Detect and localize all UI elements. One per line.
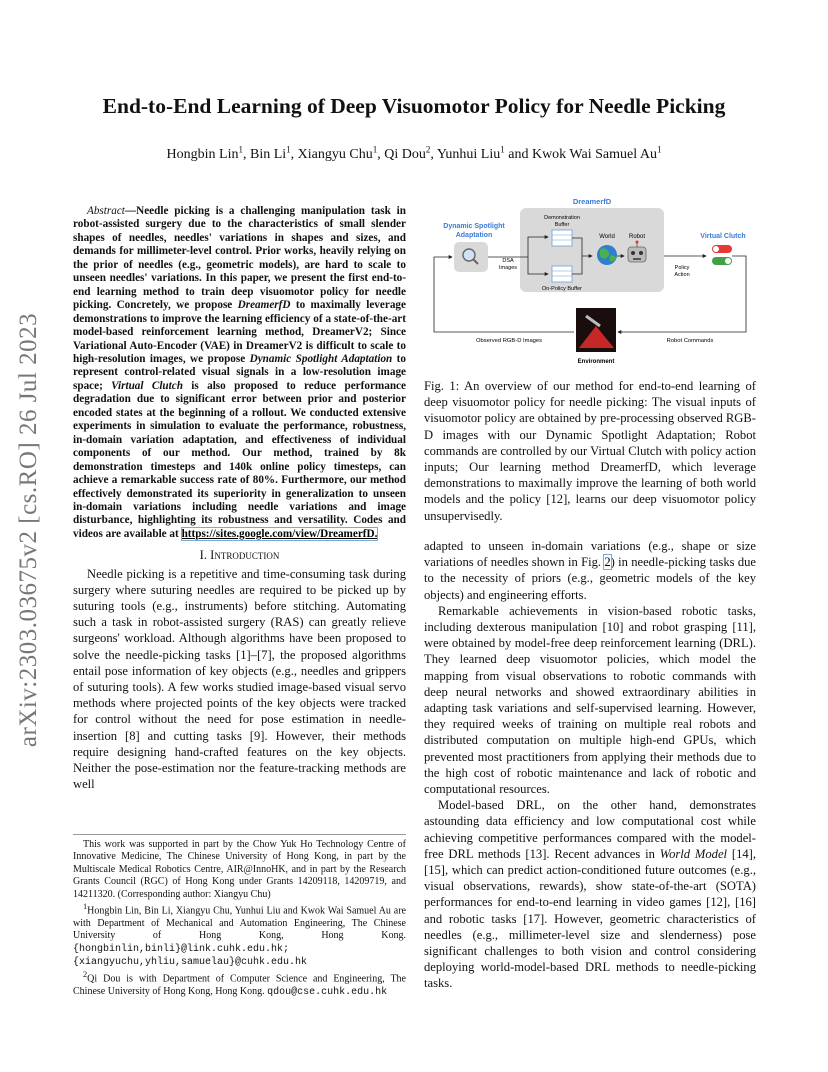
- project-link[interactable]: https://sites.google.com/view/DreamerfD.: [181, 527, 378, 540]
- policy-action-label-2: Action: [674, 272, 690, 278]
- section-heading-introduction: I. Introduction: [199, 548, 280, 563]
- dsa-label: Dynamic Spotlight: [443, 223, 505, 230]
- toggle-switch-icon: [712, 245, 732, 265]
- paragraph: Model-based DRL, on the other hand, demonstrates astounding data efficiency and low computational cost while achieving competitive performances compared with the model-free DRL methods [13]. Recent advances in World Model [14], [15], which can predict action-conditioned future outcomes (e.g., visual observations, rewards), show state-of-the-art (SOTA) performances for end-to-end learning in video games [12], [16] and robotic tasks [17]. However, geometric characteristics of needles (e.g., millimeter-level size and slenderness) pose significant challenges to both vision and control considering deploying world-model-based DRL methods to needle-picking tasks.: [424, 798, 757, 991]
- demo-buffer-label-2: Buffer: [554, 222, 570, 228]
- abstract: Abstract—Needle picking is a challenging manipulation task in robot-assisted surgery due to the characteristics of small slender shapes of needles, needles' variations in shapes and sizes, and demands for millimeter-level control. Prior works, heavily relying on the prior of needles (e.g., geometric models), are hard to scale to unseen needles' variations. In this paper, we present the first end-to-end learning method to train deep visuomotor policy for needle picking. Concretely, we propose DreamerfD to maximally leverage demonstrations to improve the learning efficiency of a state-of-the-art model-based reinforcement learning method, DreamerV2; Since Variational Auto-Encoder (VAE) in DreamerV2 is difficult to scale to high-resolution images, we propose Dynamic Spotlight Adaptation to represent control-related visual signals in a low-resolution image space; Virtual Clutch is also proposed to reduce performance degradation due to significant error between prior and posterior encoded states at the beginning of a rollout. We conducted extensive experiments in simulation to evaluate the performance, robustness, in-domain variation adaptation, and effectiveness of individual components of our method. Our method, trained by 8k demonstration timesteps and 140k online policy timesteps, can achieve a remarkable success rate of 80%. Furthermore, our method effectively demonstrated its superiority in generalization to unseen in-domain variations including needle variations and image disturbance, highlighting its robustness and versatility. Codes and videos are available at https://sites.google.com/view/DreamerfD.: [73, 205, 406, 540]
- virtual-clutch-label: Virtual Clutch: [700, 233, 746, 240]
- funding-note: This work was supported in part by the Chow Yuk Ho Technology Centre of Innovative Medicine, The Chinese University of Hong Kong, in part by the Multiscale Medical Robotics Centre, AIR@InnoHK, and in part by the Research Grants Council (RGC) of Hong Kong under Grants 14209118, 14209719, and 14211320. (Corresponding author: Xiangyu Chu): [73, 839, 406, 900]
- author: Kwok Wai Samuel Au$^1$: [531, 144, 662, 162]
- figure-overview: [424, 192, 764, 370]
- paragraph: adapted to unseen in-domain variations (e.g., shape or size variations of needles shown in Fig. 2) in needle-picking tasks due to the necessity of priors (e.g., geometric models of the key objects) and engineering efforts.: [424, 539, 756, 602]
- dsa-label-2: Adaptation: [455, 232, 493, 239]
- paragraph: Remarkable achievements in vision-based robotic tasks, including dexterous manipulation [10] and robot grasping [11], were obtained by model-free deep reinforcement learning (DRL). They learned deep visuomotor policies, which model the mapping from visual observations to robotic commands with deep neural networks and showed extraordinary abilities in adapting task variations and self-supervised learning. However, they required weeks of training on multiple real robots and distributed computation on multiple high-end GPUs, which prevented most practitioners from applying their methods due to the high cost of robotic maintenance and lack of robotic and computational resources.: [424, 603, 756, 797]
- figure-reference-link[interactable]: 2: [604, 555, 611, 570]
- on-policy-buffer-label: On-Policy Buffer: [542, 286, 582, 292]
- environment-image: [576, 308, 616, 352]
- arxiv-stamp: arXiv:2303.03675v2 [cs.RO] 26 Jul 2023: [15, 312, 42, 748]
- affiliation-note-1: $^1$Hongbin Lin, Bin Li, Xiangyu Chu, Yunhui Liu and Kwok Wai Samuel Au are with Department of Mechanical and Automation Engineering, The Chinese University of Hong Kong, Hong Kong. {hongbinlin,binli}@link.cuhk.edu.hk; {xiangyuchu,yhliu,samuelau}@cuhk.edu.hk: [73, 902, 406, 968]
- author: Bin Li$^1$,: [250, 144, 298, 162]
- demo-buffer-label: Demonstration: [544, 215, 580, 221]
- author-list: [60, 144, 768, 163]
- author: Qi Dou$^2$,: [384, 144, 437, 162]
- paper-title: End-to-End Learning of Deep Visuomotor Policy for Needle Picking: [102, 94, 726, 118]
- environment-label: Environment: [577, 359, 615, 365]
- demonstration-buffer-icon: [552, 230, 572, 246]
- robot-label: Robot: [628, 234, 646, 240]
- on-policy-buffer-icon: [552, 266, 572, 282]
- left-column: [73, 205, 406, 792]
- footnotes: [73, 834, 406, 1000]
- robot-commands-label: Robot Commands: [666, 338, 714, 344]
- world-label: World: [599, 234, 615, 240]
- affiliation-note-2: $^2$Qi Dou is with Department of Computer Science and Engineering, The Chinese University of Hong Kong, Hong Kong. qdou@cse.cuhk.edu.hk: [73, 970, 406, 999]
- policy-action-label: Policy: [674, 265, 690, 271]
- globe-icon: [597, 245, 617, 265]
- author: Xiangyu Chu$^1$,: [297, 144, 385, 162]
- figure-caption: Fig. 1: An overview of our method for end-to-end learning of deep visuomotor policy for needle picking: The visual inputs of visuomotor policy are obtained by pre-processing observed RGB-D images with our Dynamic Spotlight Adaptation; Robot commands are controlled by our Virtual Clutch with policy action inputs; Our learning method DreamerfD, which leverage demonstrations to maximally improve the learning of both world models and the policy [12], learns our deep visuomotor policy unsupervisedly.: [424, 379, 756, 523]
- author: Yunhui Liu$^1$ and: [436, 144, 532, 162]
- dsa-images-label: DSA: [502, 258, 514, 264]
- intro-paragraph: Needle picking is a repetitive and time-consuming task during surgery where suturing needles are required to be picked up by suturing tools (e.g., instruments) before stitching. Automating such a task in robot-assisted surgery (RAS) can greatly relieve surgeons' workload. Although algorithms have been proposed to solve the needle-picking tasks [1]–[7], the proposed algorithms entail pose information of key objects (e.g., needles and grippers of suturing tools). A few works studied image-based visual servo methods where projected points of the key objects were tracked for control without the need for pose estimation in needle-insertion [8] and cutting tasks [9]. However, their methods require designing hand-crafted features on the key objects. Neither the pose-estimation nor the feature-tracking methods are well: [73, 566, 406, 792]
- author: Hongbin Lin$^1$,: [166, 144, 250, 162]
- observed-images-label: Observed RGB-D Images: [475, 338, 543, 344]
- dreamerfd-label: DreamerfD: [572, 197, 612, 206]
- right-column: [424, 538, 756, 992]
- dsa-images-label-2: Images: [498, 265, 518, 271]
